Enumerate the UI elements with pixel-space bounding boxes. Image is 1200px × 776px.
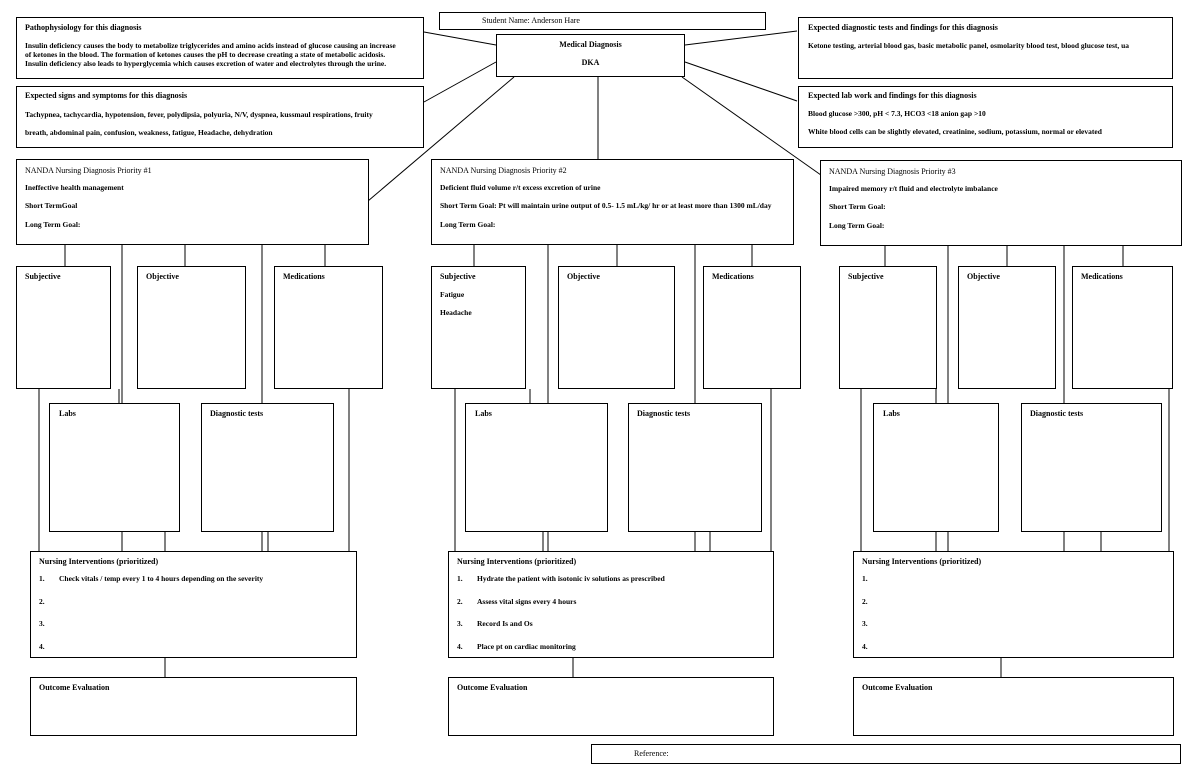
subjective-item: Fatigue [440, 290, 465, 299]
outcome-evaluation-title: Outcome Evaluation [457, 683, 528, 692]
intervention-number: 4. [457, 641, 463, 651]
labs-box [873, 403, 999, 532]
pathophysiology-line: Insulin deficiency also leads to hyperglycemia which causes excretion of water and electrolytes through the urine. [25, 59, 387, 68]
lab-work-findings-title: Expected lab work and findings for this diagnosis [808, 91, 977, 100]
intervention-number: 4. [862, 641, 868, 651]
nanda-priority-box [431, 159, 794, 245]
intervention-number: 2. [862, 596, 868, 606]
long-term-goal: Long Term Goal: [829, 221, 885, 230]
pathophysiology-line: Insulin deficiency causes the body to metabolize triglycerides and amino acids instead of glucose causing an increase [25, 41, 396, 50]
outcome-evaluation-title: Outcome Evaluation [39, 683, 110, 692]
intervention-item: Hydrate the patient with isotonic iv solutions as prescribed [477, 574, 665, 583]
labs-box [465, 403, 608, 532]
subjective-label: Subjective [440, 272, 476, 281]
nanda-diagnosis: Deficient fluid volume r/t excess excretion of urine [440, 183, 601, 192]
labs-label: Labs [475, 409, 492, 418]
diagnostic-tests-findings-box [798, 17, 1173, 79]
lab-work-findings-line: Blood glucose >300, pH < 7.3, HCO3 <18 anion gap >10 [808, 109, 986, 118]
signs-symptoms-box [16, 86, 424, 148]
intervention-item: Assess vital signs every 4 hours [477, 596, 577, 606]
intervention-number: 1. [39, 574, 45, 583]
objective-label: Objective [967, 272, 1000, 281]
outcome-evaluation-title: Outcome Evaluation [862, 683, 933, 692]
short-term-goal: Short TermGoal [25, 201, 78, 210]
signs-symptoms-line: breath, abdominal pain, confusion, weakness, fatigue, Headache, dehydration [25, 128, 273, 137]
subjective-item: Headache [440, 308, 472, 317]
diagnostic-tests-findings-title: Expected diagnostic tests and findings for this diagnosis [808, 23, 998, 32]
intervention-item: Check vitals / temp every 1 to 4 hours depending on the severity [59, 574, 264, 583]
subjective-label: Subjective [25, 272, 61, 281]
nanda-priority-title: NANDA Nursing Diagnosis Priority #1 [25, 166, 152, 175]
medical-diagnosis-box [496, 34, 685, 77]
nursing-interventions-box [448, 551, 774, 658]
diagnostic-tests-box [628, 403, 762, 532]
intervention-number: 1. [862, 574, 868, 583]
outcome-evaluation-box [448, 677, 774, 736]
student-name: Student Name: Anderson Hare [482, 16, 580, 25]
intervention-number: 4. [39, 641, 45, 651]
objective-box [558, 266, 675, 389]
reference-box [591, 744, 1181, 764]
medications-box [1072, 266, 1173, 389]
intervention-number: 3. [457, 619, 463, 628]
medications-label: Medications [283, 272, 325, 281]
subjective-box [431, 266, 526, 389]
nursing-interventions-title: Nursing Interventions (prioritized) [39, 557, 159, 566]
medications-label: Medications [712, 272, 754, 281]
intervention-number: 1. [457, 574, 463, 583]
objective-box [137, 266, 246, 389]
labs-label: Labs [59, 409, 76, 418]
intervention-item: Place pt on cardiac monitoring [477, 641, 576, 651]
medications-label: Medications [1081, 272, 1123, 281]
subjective-label: Subjective [848, 272, 884, 281]
nursing-interventions-title: Nursing Interventions (prioritized) [457, 557, 577, 566]
reference-label: Reference: [634, 749, 669, 758]
signs-symptoms-title: Expected signs and symptoms for this diagnosis [25, 91, 188, 100]
intervention-number: 2. [39, 596, 45, 606]
nursing-interventions-box [853, 551, 1174, 658]
objective-label: Objective [146, 272, 179, 281]
outcome-evaluation-box [30, 677, 357, 736]
diagnostic-tests-label: Diagnostic tests [1030, 409, 1084, 418]
medications-box [274, 266, 383, 389]
long-term-goal: Long Term Goal: [25, 220, 81, 229]
medical-diagnosis-title: Medical Diagnosis [559, 40, 622, 49]
intervention-number: 3. [862, 619, 868, 628]
nanda-priority-title: NANDA Nursing Diagnosis Priority #3 [829, 167, 956, 176]
labs-box [49, 403, 180, 532]
diagnostic-tests-label: Diagnostic tests [210, 409, 264, 418]
labs-label: Labs [883, 409, 900, 418]
nanda-priority-box [16, 159, 369, 245]
student-name-box [439, 12, 766, 30]
nursing-interventions-box [30, 551, 357, 658]
lab-work-findings-box [798, 86, 1173, 148]
nanda-priority-title: NANDA Nursing Diagnosis Priority #2 [440, 166, 567, 175]
objective-label: Objective [567, 272, 600, 281]
intervention-number: 2. [457, 596, 463, 606]
subjective-box [16, 266, 111, 389]
long-term-goal: Long Term Goal: [440, 220, 496, 229]
pathophysiology-box [16, 17, 424, 79]
medical-diagnosis-value: DKA [581, 58, 600, 67]
objective-box [958, 266, 1056, 389]
pathophysiology-line: of ketones in the blood. The formation of ketones causes the pH to decrease creating a state of metabolic acidosis. [25, 50, 386, 59]
nanda-diagnosis: Impaired memory r/t fluid and electrolyte imbalance [829, 184, 998, 193]
lab-work-findings-line: White blood cells can be slightly elevated, creatinine, sodium, potassium, normal or elevated [808, 127, 1102, 136]
intervention-number: 3. [39, 619, 45, 628]
nanda-priority-box [820, 160, 1182, 246]
diagnostic-tests-box [201, 403, 334, 532]
nanda-diagnosis: Ineffective health management [25, 183, 124, 192]
diagnostic-tests-findings-line: Ketone testing, arterial blood gas, basic metabolic panel, osmolarity blood test, blood glucose test, ua [808, 41, 1130, 50]
intervention-item: Record Is and Os [477, 619, 533, 628]
subjective-box [839, 266, 937, 389]
short-term-goal: Short Term Goal: [829, 202, 886, 211]
outcome-evaluation-box [853, 677, 1174, 736]
diagnostic-tests-label: Diagnostic tests [637, 409, 691, 418]
medications-box [703, 266, 801, 389]
signs-symptoms-line: Tachypnea, tachycardia, hypotension, fever, polydipsia, polyuria, N/V, dyspnea, kussmaul respirations, fruity [25, 110, 373, 119]
pathophysiology-title: Pathophysiology for this diagnosis [25, 23, 142, 32]
nursing-interventions-title: Nursing Interventions (prioritized) [862, 557, 982, 566]
diagnostic-tests-box [1021, 403, 1162, 532]
short-term-goal: Short Term Goal: Pt will maintain urine output of 0.5- 1.5 mL/kg/ hr or at least more than 1300 mL/day [440, 201, 772, 210]
